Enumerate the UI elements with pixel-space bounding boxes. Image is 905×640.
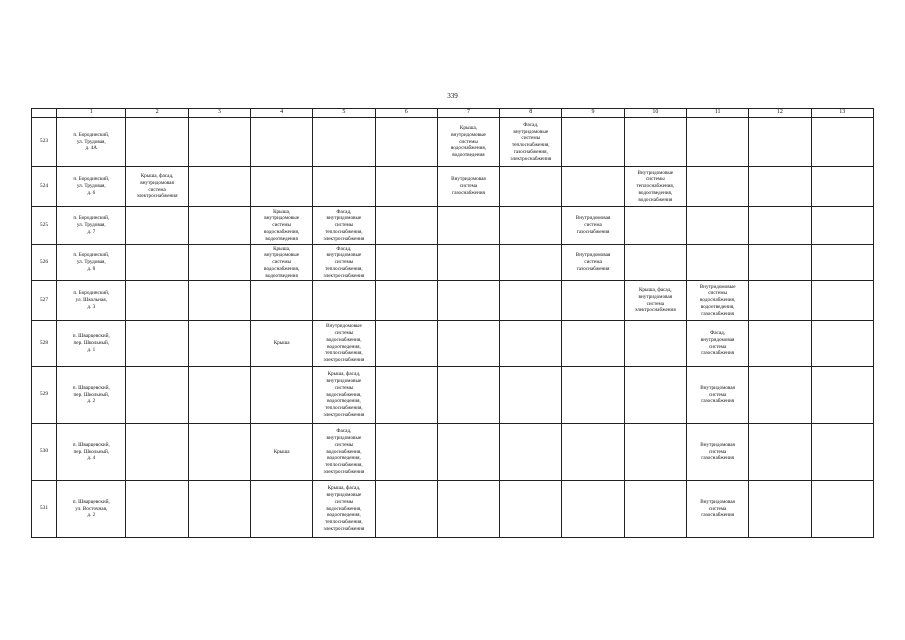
row-number: 526	[32, 245, 57, 281]
row-number: 529	[32, 367, 57, 424]
work-cell	[375, 367, 437, 424]
row-number: 530	[32, 424, 57, 481]
work-cell	[500, 321, 562, 367]
work-cell	[126, 367, 188, 424]
table-row	[32, 118, 874, 167]
work-cell: Внутридомовые системы теплоснабжения, водоотведения, водоснабжения	[624, 167, 686, 207]
work-cell: Фасад, внутридомовые системы теплоснабжения, газоснабжения, электроснабжения	[500, 118, 562, 167]
work-cell	[437, 245, 499, 281]
work-cell: Внутридомовая система газоснабжения	[686, 367, 748, 424]
column-header-4: 4	[251, 109, 313, 118]
work-cell	[624, 321, 686, 367]
column-header-12: 12	[749, 109, 811, 118]
work-cell: Внутридомовая система газоснабжения	[686, 481, 748, 538]
table-row	[32, 281, 874, 321]
table-row	[32, 245, 874, 281]
row-number: 528	[32, 321, 57, 367]
work-cell	[126, 118, 188, 167]
work-cell	[562, 118, 624, 167]
work-cell	[251, 367, 313, 424]
work-cell: Крыша, внутридомовые системы водоснабжения, водоотведения	[437, 118, 499, 167]
work-cell: Внутридомовые системы водоснабжения, водоотведения, газоснабжения	[686, 281, 748, 321]
work-cell: Крыша, фасад, внутридомовые системы водоснабжения, водоотведения, теплоснабжения, электроснабжения	[313, 367, 375, 424]
work-cell: Крыша	[251, 321, 313, 367]
work-cell: Фасад, внутридомовые системы теплоснабжения, электроснабжения	[313, 245, 375, 281]
column-header-8: 8	[500, 109, 562, 118]
work-cell: Внутридомовая система газоснабжения	[562, 245, 624, 281]
column-header-2: 2	[126, 109, 188, 118]
work-cell	[500, 281, 562, 321]
address-cell: п. Шварцевский, ул. Восточная, д. 2	[57, 481, 126, 538]
work-cell	[749, 481, 811, 538]
table-body	[32, 118, 874, 538]
work-cell	[375, 245, 437, 281]
address-cell: п. Бородинский, ул. Трудовая, д. 7	[57, 207, 126, 245]
work-cell: Внутридомовая система газоснабжения	[437, 167, 499, 207]
work-cell	[251, 281, 313, 321]
work-cell	[126, 281, 188, 321]
work-cell	[188, 167, 250, 207]
work-cell	[188, 367, 250, 424]
address-cell: п. Шварцевский, пер. Школьный, д. 4	[57, 424, 126, 481]
work-cell	[188, 481, 250, 538]
work-cell	[562, 367, 624, 424]
row-number: 527	[32, 281, 57, 321]
work-cell	[500, 424, 562, 481]
work-cell	[126, 245, 188, 281]
work-cell	[686, 118, 748, 167]
work-cell	[811, 367, 873, 424]
work-cell: Внутридомовая система газоснабжения	[562, 207, 624, 245]
work-cell	[749, 167, 811, 207]
work-cell	[188, 207, 250, 245]
work-cell	[375, 481, 437, 538]
work-cell: Фасад, внутридомовые системы водоснабжения, водоотведения, теплоснабжения, электроснабжения	[313, 424, 375, 481]
work-cell	[562, 321, 624, 367]
work-cell	[251, 167, 313, 207]
work-cell	[251, 118, 313, 167]
row-number: 523	[32, 118, 57, 167]
work-cell	[500, 245, 562, 281]
work-cell: Крыша, внутридомовые системы водоснабжения, водоотведения	[251, 207, 313, 245]
table-row	[32, 321, 874, 367]
work-cell	[624, 118, 686, 167]
column-header-6: 6	[375, 109, 437, 118]
table-row	[32, 367, 874, 424]
work-cell: Фасад, внутридомовые системы теплоснабжения, электроснабжения	[313, 207, 375, 245]
work-cell	[811, 207, 873, 245]
work-cell	[375, 118, 437, 167]
work-cell	[313, 118, 375, 167]
work-cell	[500, 167, 562, 207]
work-cell: Фасад, внутридомовая система газоснабжения	[686, 321, 748, 367]
column-header-9: 9	[562, 109, 624, 118]
table-row	[32, 207, 874, 245]
work-cell	[437, 207, 499, 245]
work-cell: Крыша	[251, 424, 313, 481]
work-cell	[126, 424, 188, 481]
work-cell	[811, 118, 873, 167]
column-header-10: 10	[624, 109, 686, 118]
work-cell	[749, 321, 811, 367]
work-cell	[749, 367, 811, 424]
work-cell	[188, 118, 250, 167]
work-cell	[686, 207, 748, 245]
work-cell	[624, 367, 686, 424]
work-cell: Крыша, фасад, внутридомовая система электроснабжения	[126, 167, 188, 207]
row-number: 524	[32, 167, 57, 207]
work-cell	[188, 321, 250, 367]
header-cell-blank	[32, 109, 57, 118]
work-cell	[126, 321, 188, 367]
work-cell	[624, 481, 686, 538]
work-cell	[437, 424, 499, 481]
work-cell	[437, 281, 499, 321]
work-cell	[749, 118, 811, 167]
address-cell: п. Бородинский, ул. Трудовая, д. 4А	[57, 118, 126, 167]
page-number: 339	[447, 92, 458, 100]
work-cell	[811, 424, 873, 481]
work-cell	[811, 481, 873, 538]
address-cell: п. Бородинский, ул. Трудовая, д. 8	[57, 245, 126, 281]
work-cell	[375, 167, 437, 207]
work-cell	[437, 481, 499, 538]
work-cell	[313, 281, 375, 321]
column-header-13: 13	[811, 109, 873, 118]
work-cell	[749, 207, 811, 245]
row-number: 525	[32, 207, 57, 245]
work-cell	[624, 207, 686, 245]
work-cell	[811, 281, 873, 321]
table-row	[32, 424, 874, 481]
work-cell	[562, 424, 624, 481]
work-cell	[375, 281, 437, 321]
address-cell: п. Шварцевский, пер. Школьный, д. 1	[57, 321, 126, 367]
work-cell: Внутридомовая система газоснабжения	[686, 424, 748, 481]
work-cell	[811, 321, 873, 367]
work-cell: Внутридомовые системы водоснабжения, водоотведения, теплоснабжения, электроснабжения	[313, 321, 375, 367]
address-cell: п. Бородинский, ул. Трудовая, д. 6	[57, 167, 126, 207]
work-cell	[500, 207, 562, 245]
work-cell	[749, 281, 811, 321]
work-cell	[811, 245, 873, 281]
address-cell: п. Шварцевский, пер. Школьный, д. 2	[57, 367, 126, 424]
work-cell	[500, 481, 562, 538]
work-cell	[251, 481, 313, 538]
work-cell	[188, 424, 250, 481]
work-cell	[188, 245, 250, 281]
work-cell	[811, 167, 873, 207]
work-cell	[375, 424, 437, 481]
work-cell	[126, 207, 188, 245]
work-cell	[500, 367, 562, 424]
table-row	[32, 481, 874, 538]
work-cell	[188, 281, 250, 321]
work-cell: Крыша, фасад, внутридомовая система электроснабжения	[624, 281, 686, 321]
work-cell	[686, 245, 748, 281]
column-header-1: 1	[57, 109, 126, 118]
repair-schedule-table	[31, 108, 874, 538]
work-cell	[313, 167, 375, 207]
column-header-5: 5	[313, 109, 375, 118]
column-header-7: 7	[437, 109, 499, 118]
header-row	[32, 109, 874, 118]
work-cell	[437, 321, 499, 367]
work-cell	[562, 281, 624, 321]
work-cell	[749, 245, 811, 281]
row-number: 531	[32, 481, 57, 538]
work-cell	[375, 207, 437, 245]
work-cell	[562, 481, 624, 538]
column-header-3: 3	[188, 109, 250, 118]
work-cell: Крыша, внутридомовые системы водоснабжения, водоотведения	[251, 245, 313, 281]
work-cell	[126, 481, 188, 538]
work-cell	[686, 167, 748, 207]
address-cell: п. Бородинский, ул. Школьная, д. 3	[57, 281, 126, 321]
work-cell	[624, 424, 686, 481]
work-cell: Крыша, фасад, внутридомовые системы водоснабжения, водоотведения, теплоснабжения, электроснабжения	[313, 481, 375, 538]
work-cell	[624, 245, 686, 281]
column-header-11: 11	[686, 109, 748, 118]
table-row	[32, 167, 874, 207]
work-cell	[375, 321, 437, 367]
work-cell	[437, 367, 499, 424]
work-cell	[562, 167, 624, 207]
work-cell	[749, 424, 811, 481]
